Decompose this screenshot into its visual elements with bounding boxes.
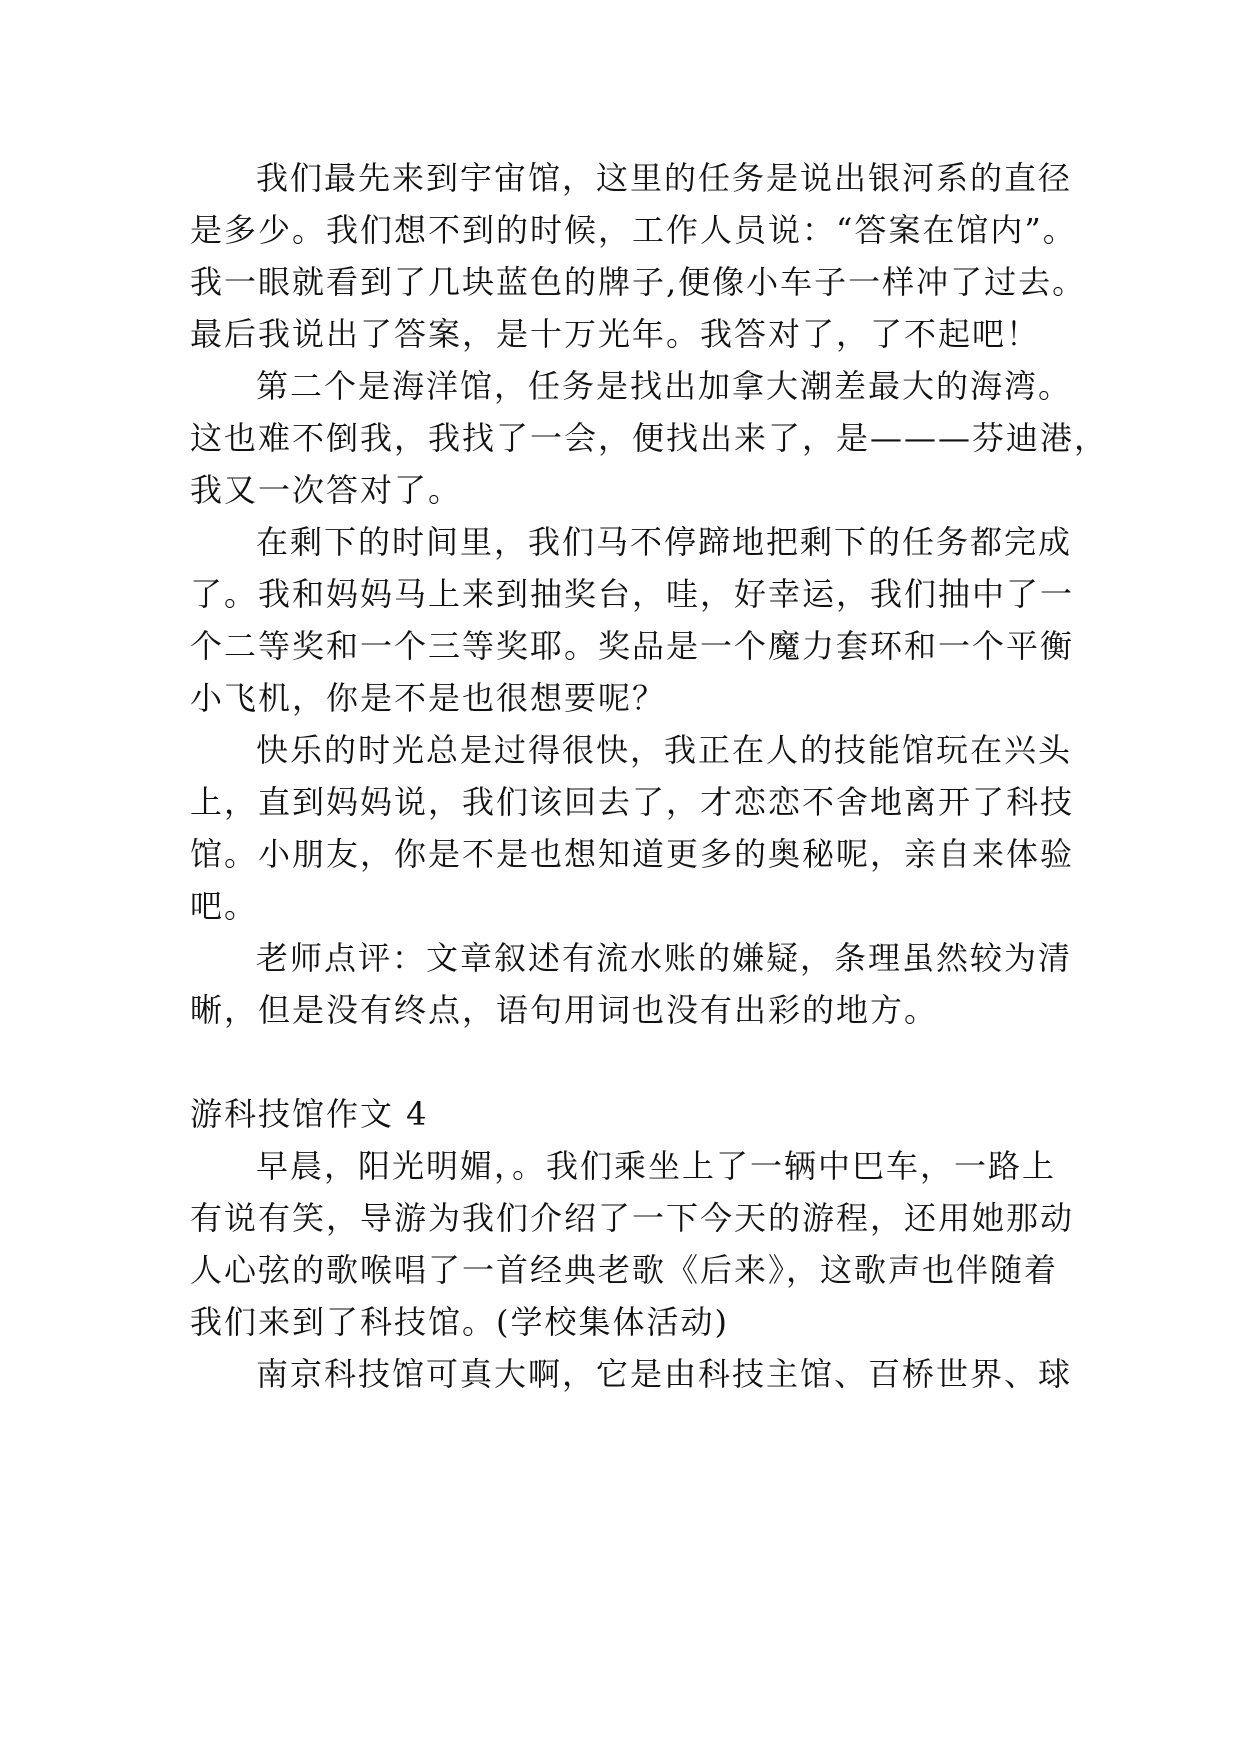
section-heading: 游科技馆作文 4 [190,1095,429,1133]
text-line: 这也难不倒我，我找了一会，便找出来了，是———芬迪港， [190,419,1109,457]
text-line: 馆。小朋友，你是不是也想知道更多的奥秘呢，亲自来体验 [190,835,1075,873]
text-line: 人心弦的歌喉唱了一首经典老歌《后来》，这歌声也伴随着 [190,1251,1059,1289]
text-line: 第二个是海洋馆，任务是找出加拿大潮差最大的海湾。 [256,367,1073,405]
text-line: 在剩下的时间里，我们马不停蹄地把剩下的任务都完成 [256,523,1073,561]
text-line: 小飞机，你是不是也很想要呢？ [190,679,667,717]
text-line: 我们最先来到宇宙馆，这里的任务是说出银河系的直径 [256,159,1073,197]
text-line: 老师点评：文章叙述有流水账的嫌疑，条理虽然较为清 [256,939,1073,977]
text-line: 快乐的时光总是过得很快，我正在人的技能馆玩在兴头 [256,731,1073,769]
text-line: 是多少。我们想不到的时候，工作人员说：“答案在馆内”。 [190,211,1077,249]
text-line: 南京科技馆可真大啊，它是由科技主馆、百桥世界、球 [256,1355,1073,1393]
text-line: 有说有笑，导游为我们介绍了一下今天的游程，还用她那动 [190,1199,1075,1237]
text-line: 晰，但是没有终点，语句用词也没有出彩的地方。 [190,991,939,1029]
text-line: 了。我和妈妈马上来到抽奖台，哇，好幸运，我们抽中了一 [190,575,1075,613]
text-line: 我一眼就看到了几块蓝色的牌子,便像小车子一样冲了过去。 [190,263,1087,301]
text-line: 我们来到了科技馆。(学校集体活动) [190,1303,729,1341]
text-line: 我又一次答对了。 [190,471,463,509]
text-line: 吧。 [190,887,259,925]
text-line: 早晨，阳光明媚，。我们乘坐上了一辆中巴车，一路上 [256,1147,1057,1185]
text-line: 最后我说出了答案，是十万光年。我答对了，了不起吧！ [190,315,1041,353]
text-line: 上，直到妈妈说，我们该回去了，才恋恋不舍地离开了科技 [190,783,1075,821]
text-line: 个二等奖和一个三等奖耶。奖品是一个魔力套环和一个平衡 [190,627,1075,665]
